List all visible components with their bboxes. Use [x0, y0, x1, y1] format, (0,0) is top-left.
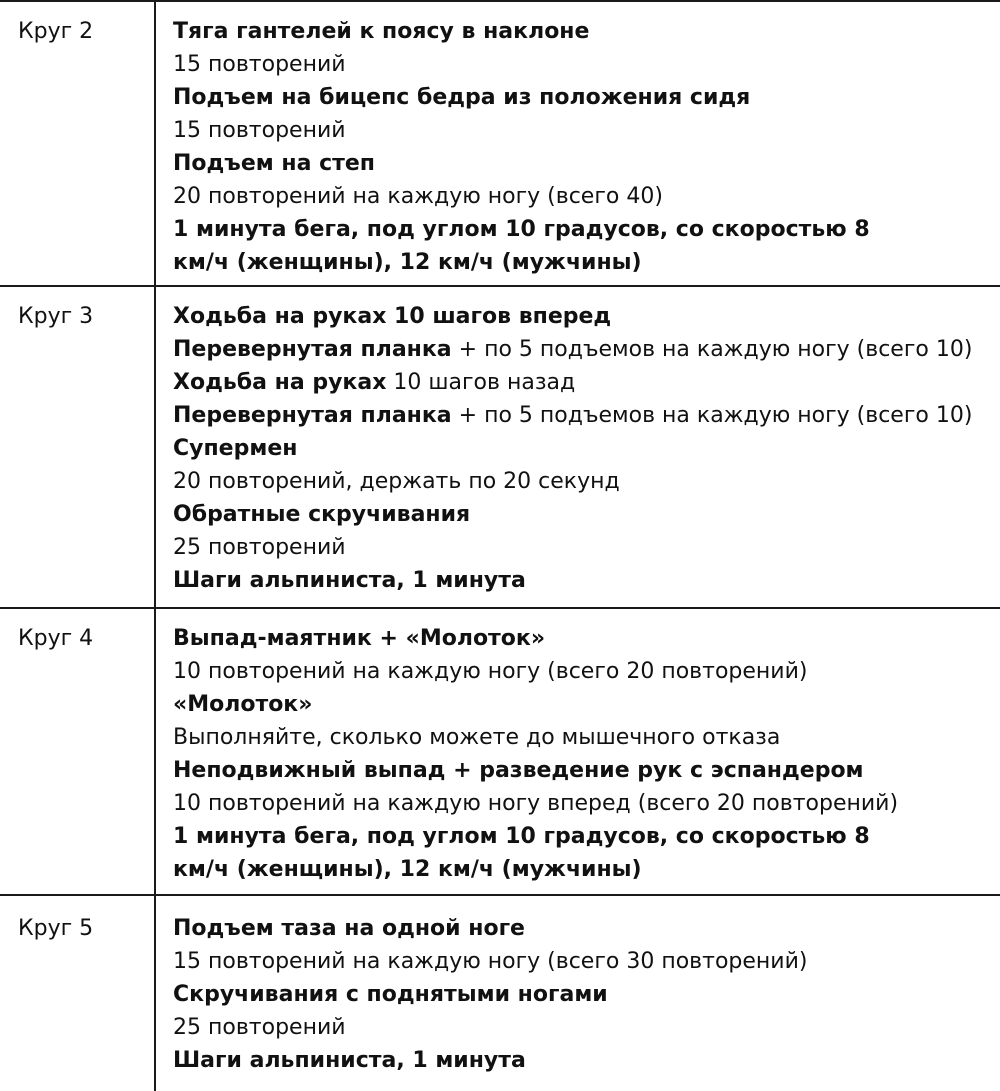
- exercise-name: Подъем на бицепс бедра из положения сидя: [173, 85, 751, 110]
- exercise-name: Перевернутая планка: [173, 337, 452, 362]
- exercise-name: Скручивания с поднятыми ногами: [173, 982, 608, 1007]
- exercise-detail: + по 5 подъемов на каждую ногу (всего 10): [451, 337, 973, 362]
- exercise-name: Подъем на степ: [173, 151, 376, 176]
- round-exercises: [173, 15, 973, 279]
- round-exercises: [173, 622, 973, 886]
- exercise-name: Подъем таза на одной ноге: [173, 916, 525, 941]
- exercise-detail: 15 повторений на каждую ногу (всего 30 повторений): [173, 949, 808, 974]
- exercise-name: Супермен: [173, 436, 298, 461]
- round-exercises: [173, 300, 973, 597]
- exercise-detail: 10 шагов назад: [386, 370, 576, 395]
- exercise-name: Ходьба на руках: [173, 370, 387, 395]
- round-label: Круг 3: [18, 304, 94, 329]
- exercise-detail: 20 повторений, держать по 20 секунд: [173, 469, 620, 494]
- exercise-name: Тяга гантелей к поясу в наклоне: [173, 19, 590, 44]
- exercise-detail: 25 повторений: [173, 1015, 346, 1040]
- round-label: Круг 5: [18, 916, 94, 941]
- exercise-detail: 10 повторений на каждую ногу (всего 20 повторений): [173, 659, 808, 684]
- exercise-line: [173, 366, 973, 399]
- exercise-line: [173, 399, 973, 432]
- exercise-detail: Выполняйте, сколько можете до мышечного отказа: [173, 725, 781, 750]
- exercise-detail: 15 повторений: [173, 52, 346, 77]
- exercise-name: 1 минута бега, под углом 10 градусов, со скоростью 8 км/ч (женщины), 12 км/ч (мужчины): [173, 217, 870, 275]
- exercise-name: «Молоток»: [173, 692, 313, 717]
- row-divider: [0, 285, 1000, 287]
- row-divider: [0, 894, 1000, 896]
- column-divider: [154, 0, 156, 1091]
- round-label: Круг 4: [18, 626, 94, 651]
- exercise-detail: 15 повторений: [173, 118, 346, 143]
- exercise-detail: 10 повторений на каждую ногу вперед (всего 20 повторений): [173, 791, 899, 816]
- exercise-name: Неподвижный выпад + разведение рук с эспандером: [173, 758, 864, 783]
- exercise-detail: 20 повторений на каждую ногу (всего 40): [173, 184, 663, 209]
- round-exercises: [173, 912, 973, 1077]
- row-divider: [0, 607, 1000, 609]
- exercise-detail: + по 5 подъемов на каждую ногу (всего 10): [451, 403, 973, 428]
- exercise-line: [173, 333, 973, 366]
- exercise-name: Перевернутая планка: [173, 403, 452, 428]
- exercise-detail: 25 повторений: [173, 535, 346, 560]
- exercise-name: Ходьба на руках 10 шагов вперед: [173, 304, 612, 329]
- exercise-name: Выпад-маятник + «Молоток»: [173, 626, 546, 651]
- row-divider: [0, 0, 1000, 2]
- exercise-name: Шаги альпиниста, 1 минута: [173, 568, 526, 593]
- exercise-name: 1 минута бега, под углом 10 градусов, со скоростью 8 км/ч (женщины), 12 км/ч (мужчины): [173, 824, 870, 882]
- exercise-name: Обратные скручивания: [173, 502, 471, 527]
- exercise-name: Шаги альпиниста, 1 минута: [173, 1048, 526, 1073]
- round-label: Круг 2: [18, 19, 94, 44]
